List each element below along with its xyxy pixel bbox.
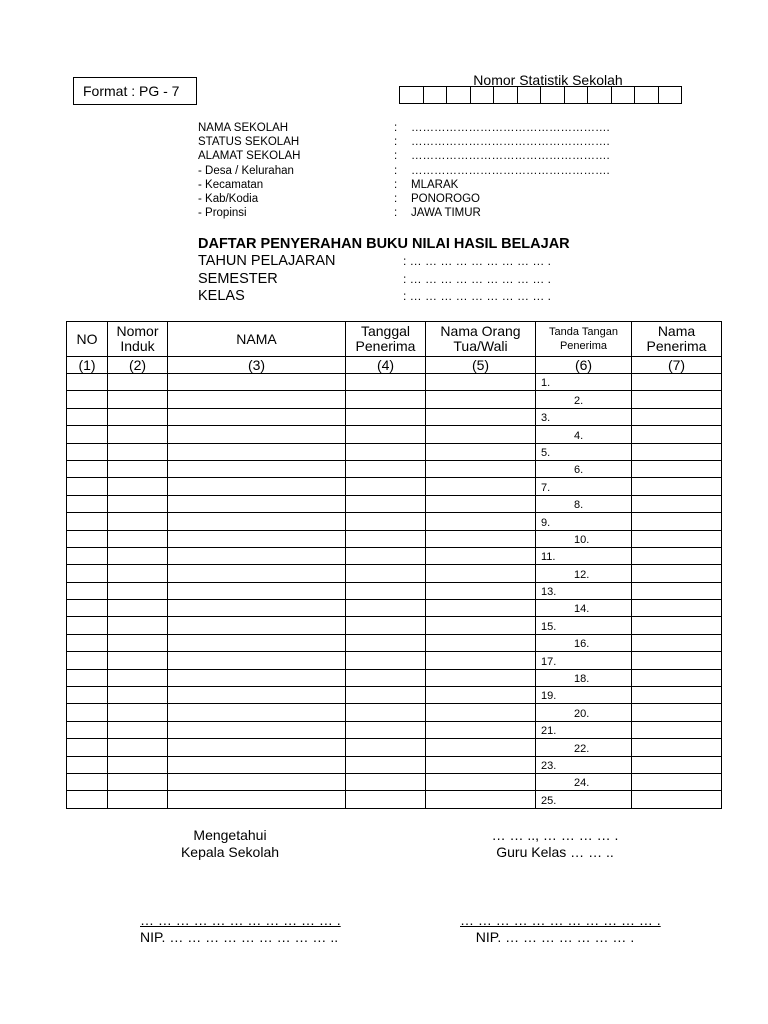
table-cell <box>426 495 536 512</box>
table-cell <box>426 460 536 477</box>
meta-field-value: : … … … … … … … … … . <box>403 254 552 268</box>
table-cell <box>168 443 346 460</box>
table-row <box>67 721 722 738</box>
table-cell <box>632 773 722 790</box>
signature-number: 18. <box>536 669 632 686</box>
table-cell <box>168 426 346 443</box>
nss-digit-box <box>634 86 659 104</box>
table-cell <box>168 721 346 738</box>
table-cell <box>426 600 536 617</box>
table-cell <box>632 408 722 425</box>
signature-number: 25. <box>536 791 632 808</box>
table-cell <box>346 704 426 721</box>
table-cell <box>108 634 168 651</box>
table-cell <box>632 634 722 651</box>
table-cell <box>67 600 108 617</box>
school-info-label: NAMA SEKOLAH <box>198 122 289 134</box>
signature-number: 1. <box>536 374 632 391</box>
signature-number: 12. <box>536 565 632 582</box>
table-cell <box>346 600 426 617</box>
signature-number: 9. <box>536 513 632 530</box>
table-row <box>67 460 722 477</box>
principal-signature-line: … … … … … … … … … … … . <box>140 912 341 928</box>
nss-digit-box <box>587 86 612 104</box>
table-cell <box>346 547 426 564</box>
table-cell <box>632 721 722 738</box>
place-date-line: … … .., … … … … . <box>491 827 619 843</box>
table-cell <box>67 582 108 599</box>
table-cell <box>168 391 346 408</box>
signature-number: 24. <box>536 773 632 790</box>
table-cell <box>67 391 108 408</box>
teacher-signature-line: … … … … … … … … … … … . <box>460 912 661 928</box>
table-row <box>67 391 722 408</box>
table-cell <box>168 600 346 617</box>
header-nama: NAMA <box>168 322 346 357</box>
signature-number: 4. <box>536 426 632 443</box>
table-cell <box>426 513 536 530</box>
table-cell <box>346 721 426 738</box>
table-cell <box>108 565 168 582</box>
table-cell <box>108 756 168 773</box>
table-cell <box>426 408 536 425</box>
table-cell <box>168 791 346 808</box>
table-cell <box>346 478 426 495</box>
school-info-value: ……………………………………………. <box>411 150 610 163</box>
handover-table <box>66 321 722 809</box>
table-cell <box>67 704 108 721</box>
table-row <box>67 374 722 391</box>
nss-digit-box <box>423 86 448 104</box>
table-cell <box>426 565 536 582</box>
table-cell <box>108 443 168 460</box>
header-nama-orang-tua: Nama Orang Tua/Wali <box>426 322 536 357</box>
column-number: (5) <box>426 357 536 374</box>
table-row <box>67 652 722 669</box>
table-cell <box>346 408 426 425</box>
table-cell <box>346 773 426 790</box>
school-info-colon: : <box>394 178 398 191</box>
header-nama-penerima: Nama Penerima <box>632 322 722 357</box>
table-cell <box>346 426 426 443</box>
table-cell <box>346 791 426 808</box>
table-cell <box>426 652 536 669</box>
table-cell <box>67 460 108 477</box>
table-cell <box>168 530 346 547</box>
table-cell <box>426 721 536 738</box>
table-cell <box>426 617 536 634</box>
table-cell <box>632 530 722 547</box>
table-cell <box>426 443 536 460</box>
column-number: (2) <box>108 357 168 374</box>
table-cell <box>67 617 108 634</box>
table-cell <box>108 617 168 634</box>
table-cell <box>632 391 722 408</box>
nss-digit-box <box>470 86 495 104</box>
table-cell <box>108 704 168 721</box>
school-info-label: - Kab/Kodia <box>198 192 259 205</box>
header-tanda-tangan: Tanda Tangan Penerima <box>536 322 632 357</box>
table-cell <box>108 773 168 790</box>
table-cell <box>632 687 722 704</box>
table-cell <box>426 739 536 756</box>
signature-number: 7. <box>536 478 632 495</box>
meta-field-label: SEMESTER <box>198 270 278 287</box>
table-cell <box>168 582 346 599</box>
nss-digit-box <box>399 86 424 104</box>
table-cell <box>632 513 722 530</box>
school-info-label: - Propinsi <box>198 207 247 220</box>
table-cell <box>67 652 108 669</box>
signature-number: 17. <box>536 652 632 669</box>
table-cell <box>168 374 346 391</box>
table-cell <box>346 530 426 547</box>
header-tanggal-penerima: Tanggal Penerima <box>346 322 426 357</box>
table-cell <box>632 669 722 686</box>
school-info-colon: : <box>394 122 398 134</box>
table-cell <box>67 669 108 686</box>
table-cell <box>108 426 168 443</box>
table-cell <box>168 617 346 634</box>
table-body <box>67 374 722 809</box>
table-cell <box>108 652 168 669</box>
table-cell <box>632 652 722 669</box>
school-info-value: ……………………………………………. <box>411 136 610 149</box>
table-cell <box>632 374 722 391</box>
table-cell <box>108 460 168 477</box>
column-number: (6) <box>536 357 632 374</box>
school-info-value: MLARAK <box>411 178 459 191</box>
signature-number: 2. <box>536 391 632 408</box>
table-cell <box>67 565 108 582</box>
table-row <box>67 495 722 512</box>
table-cell <box>346 460 426 477</box>
table-cell <box>346 652 426 669</box>
table-cell <box>67 530 108 547</box>
school-info-colon: : <box>394 192 398 205</box>
table-row <box>67 513 722 530</box>
nss-digit-box <box>564 86 589 104</box>
table-cell <box>108 391 168 408</box>
table-cell <box>168 565 346 582</box>
table-cell <box>426 669 536 686</box>
table-cell <box>632 617 722 634</box>
table-cell <box>632 460 722 477</box>
table-cell <box>632 495 722 512</box>
meta-field-label: KELAS <box>198 288 245 304</box>
table-cell <box>426 391 536 408</box>
nss-digit-box <box>493 86 518 104</box>
table-row <box>67 739 722 756</box>
table-cell <box>346 756 426 773</box>
table-cell <box>108 582 168 599</box>
table-cell <box>346 513 426 530</box>
table-row <box>67 687 722 704</box>
table-cell <box>67 443 108 460</box>
table-row <box>67 547 722 564</box>
school-info-label: - Desa / Kelurahan <box>198 164 294 177</box>
school-info-colon: : <box>394 136 398 149</box>
table-row <box>67 600 722 617</box>
table-cell <box>108 547 168 564</box>
signature-number: 6. <box>536 460 632 477</box>
school-info-value: JAWA TIMUR <box>411 207 481 220</box>
table-cell <box>67 721 108 738</box>
table-cell <box>346 582 426 599</box>
table-cell <box>108 669 168 686</box>
table-cell <box>67 495 108 512</box>
table-row <box>67 617 722 634</box>
school-info-label: ALAMAT SEKOLAH <box>198 150 301 163</box>
table-cell <box>67 374 108 391</box>
table-cell <box>108 721 168 738</box>
school-info-colon: : <box>394 207 398 220</box>
nss-digit-box <box>446 86 471 104</box>
table-cell <box>67 478 108 495</box>
table-row <box>67 634 722 651</box>
table-cell <box>67 791 108 808</box>
table-cell <box>168 460 346 477</box>
table-cell <box>346 495 426 512</box>
table-row <box>67 443 722 460</box>
column-number: (3) <box>168 357 346 374</box>
table-cell <box>346 391 426 408</box>
table-cell <box>632 443 722 460</box>
table-cell <box>426 426 536 443</box>
school-info-value: ……………………………………………. <box>411 164 610 177</box>
table-cell <box>346 687 426 704</box>
table-cell <box>426 374 536 391</box>
nss-digit-box <box>517 86 542 104</box>
school-info-colon: : <box>394 164 398 177</box>
header-no: NO <box>67 322 108 357</box>
table-cell <box>346 669 426 686</box>
column-number: (4) <box>346 357 426 374</box>
table-header-row <box>67 322 722 357</box>
homeroom-teacher-label: Guru Kelas … … .. <box>496 844 614 860</box>
column-number: (7) <box>632 357 722 374</box>
table-cell <box>67 426 108 443</box>
table-cell <box>108 600 168 617</box>
table-cell <box>426 478 536 495</box>
table-cell <box>168 687 346 704</box>
table-cell <box>632 704 722 721</box>
principal-label: Kepala Sekolah <box>180 844 280 860</box>
table-cell <box>346 617 426 634</box>
signature-number: 10. <box>536 530 632 547</box>
table-cell <box>168 408 346 425</box>
table-cell <box>108 495 168 512</box>
meta-field-value: : … … … … … … … … … . <box>403 289 552 303</box>
table-cell <box>346 443 426 460</box>
table-cell <box>168 756 346 773</box>
principal-nip: NIP. … … … … … … … … … .. <box>140 929 339 945</box>
signature-number: 15. <box>536 617 632 634</box>
signature-number: 21. <box>536 721 632 738</box>
table-cell <box>426 773 536 790</box>
nss-boxes <box>400 86 682 104</box>
nss-digit-box <box>540 86 565 104</box>
table-cell <box>108 530 168 547</box>
table-cell <box>108 478 168 495</box>
table-cell <box>168 652 346 669</box>
signature-number: 19. <box>536 687 632 704</box>
table-cell <box>168 478 346 495</box>
teacher-nip: NIP. … … … … … … … . <box>475 929 635 945</box>
acknowledged-label: Mengetahui <box>193 827 267 843</box>
table-cell <box>67 773 108 790</box>
table-cell <box>67 687 108 704</box>
table-cell <box>108 791 168 808</box>
table-cell <box>346 565 426 582</box>
table-cell <box>168 704 346 721</box>
column-number-row <box>67 357 722 374</box>
signature-number: 8. <box>536 495 632 512</box>
table-cell <box>67 408 108 425</box>
signature-number: 14. <box>536 600 632 617</box>
table-cell <box>426 634 536 651</box>
table-cell <box>168 739 346 756</box>
table-cell <box>108 408 168 425</box>
school-info-label: - Kecamatan <box>198 178 264 191</box>
table-cell <box>108 687 168 704</box>
table-cell <box>426 547 536 564</box>
table-cell <box>632 426 722 443</box>
signature-number: 5. <box>536 443 632 460</box>
table-cell <box>108 513 168 530</box>
table-cell <box>426 530 536 547</box>
school-info-colon: : <box>394 150 398 163</box>
table-cell <box>632 600 722 617</box>
table-cell <box>632 478 722 495</box>
table-cell <box>632 739 722 756</box>
meta-field-value: : … … … … … … … … … . <box>403 271 552 286</box>
table-row <box>67 565 722 582</box>
table-cell <box>168 495 346 512</box>
table-cell <box>426 687 536 704</box>
table-row <box>67 773 722 790</box>
table-row <box>67 478 722 495</box>
table-row <box>67 530 722 547</box>
school-info-label: STATUS SEKOLAH <box>198 136 300 149</box>
table-cell <box>67 756 108 773</box>
table-cell <box>632 756 722 773</box>
table-row <box>67 704 722 721</box>
table-cell <box>426 582 536 599</box>
signature-number: 23. <box>536 756 632 773</box>
table-cell <box>346 634 426 651</box>
meta-field-label: TAHUN PELAJARAN <box>198 253 336 269</box>
table-cell <box>108 374 168 391</box>
table-row <box>67 582 722 599</box>
nss-title: Nomor Statistik Sekolah <box>473 72 623 88</box>
table-cell <box>67 634 108 651</box>
table-cell <box>168 513 346 530</box>
signature-number: 13. <box>536 582 632 599</box>
signature-number: 11. <box>536 547 632 564</box>
table-row <box>67 408 722 425</box>
table-row <box>67 756 722 773</box>
table-cell <box>67 547 108 564</box>
nss-digit-box <box>658 86 683 104</box>
signature-number: 3. <box>536 408 632 425</box>
table-row <box>67 791 722 808</box>
school-info-value: ……………………………………………. <box>411 122 610 134</box>
table-cell <box>426 704 536 721</box>
table-cell <box>168 547 346 564</box>
table-cell <box>426 791 536 808</box>
table-cell <box>346 739 426 756</box>
signature-number: 20. <box>536 704 632 721</box>
table-cell <box>67 739 108 756</box>
table-cell <box>426 756 536 773</box>
table-cell <box>632 791 722 808</box>
table-row <box>67 426 722 443</box>
document-title: DAFTAR PENYERAHAN BUKU NILAI HASIL BELAJAR <box>198 236 570 252</box>
school-info-value: PONOROGO <box>411 192 481 205</box>
table-row <box>67 669 722 686</box>
table-cell <box>108 739 168 756</box>
table-cell <box>632 582 722 599</box>
signature-number: 22. <box>536 739 632 756</box>
nss-digit-box <box>611 86 636 104</box>
table-cell <box>168 634 346 651</box>
table-cell <box>168 669 346 686</box>
header-nomor-induk: Nomor Induk <box>108 322 168 357</box>
table-cell <box>168 773 346 790</box>
format-label: Format : PG - 7 <box>73 77 197 105</box>
column-number: (1) <box>67 357 108 374</box>
table-cell <box>632 547 722 564</box>
table-cell <box>67 513 108 530</box>
table-cell <box>632 565 722 582</box>
signature-number: 16. <box>536 634 632 651</box>
table-cell <box>346 374 426 391</box>
